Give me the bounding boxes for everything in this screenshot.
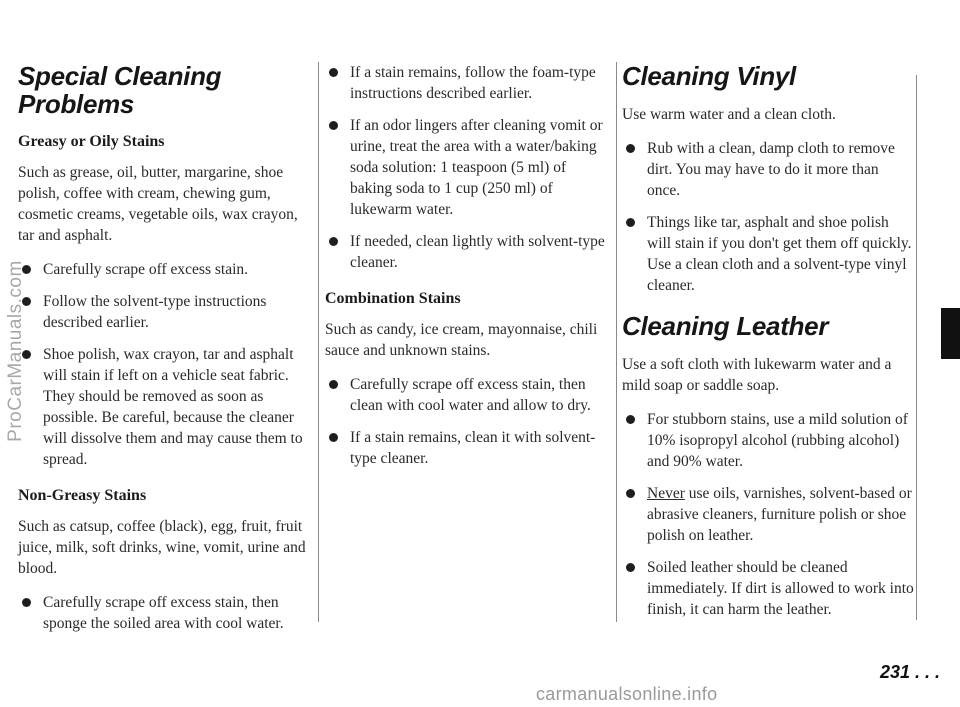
- bullet-icon: [626, 144, 635, 153]
- column-divider: [318, 62, 319, 622]
- section-title-cleaning-vinyl: Cleaning Vinyl: [622, 61, 796, 91]
- heading-combination-stains: Combination Stains: [325, 290, 461, 307]
- list-item: Never use oils, varnishes, solvent-based or abrasive cleaners, furniture polish or shoe polish on leather.: [622, 483, 914, 546]
- watermark-side: ProCarManuals.com: [5, 260, 26, 442]
- column-middle: [325, 62, 610, 485]
- list-item: For stubborn stains, use a mild solution of 10% isopropyl alcohol (rubbing alcohol) and 90% water.: [622, 409, 914, 472]
- bullet-icon: [329, 380, 338, 389]
- list-item: If needed, clean lightly with solvent-type cleaner.: [325, 231, 610, 273]
- bullet-icon: [329, 433, 338, 442]
- list-item: Carefully scrape off excess stain, then clean with cool water and allow to dry.: [325, 374, 610, 416]
- list-item: Carefully scrape off excess stain.: [18, 259, 310, 280]
- greasy-bullet-list: [18, 259, 310, 470]
- section-title-special-cleaning: Special Cleaning Problems: [18, 61, 222, 119]
- list-item: Things like tar, asphalt and shoe polish will stain if you don't get them off quickly. Use a clean cloth and a solvent-type vinyl cleaner.: [622, 212, 914, 296]
- bullet-icon: [329, 121, 338, 130]
- non-greasy-bullet-list: [18, 592, 310, 634]
- list-item: Rub with a clean, damp cloth to remove dirt. You may have to do it more than once.: [622, 138, 914, 201]
- bullet-icon: [22, 598, 31, 607]
- list-item: Follow the solvent-type instructions described earlier.: [18, 291, 310, 333]
- bullet-icon: [329, 68, 338, 77]
- column-divider: [616, 62, 617, 622]
- bullet-icon: [626, 563, 635, 572]
- list-item: If a stain remains, clean it with solvent-type cleaner.: [325, 427, 610, 469]
- continued-bullet-list: [325, 62, 610, 273]
- section-tab-marker: [941, 308, 960, 359]
- section-title-cleaning-leather: Cleaning Leather: [622, 311, 829, 341]
- vinyl-intro: Use warm water and a clean cloth.: [622, 106, 836, 123]
- column-left: [18, 62, 310, 650]
- heading-non-greasy-stains: Non-Greasy Stains: [18, 487, 147, 504]
- list-item: Soiled leather should be cleaned immediately. If dirt is allowed to work into finish, it can harm the leather.: [622, 557, 914, 620]
- combination-bullet-list: [325, 374, 610, 469]
- column-divider: [916, 75, 917, 620]
- bullet-icon: [329, 237, 338, 246]
- page-number: 231 . . .: [879, 662, 940, 682]
- bullet-icon: [626, 415, 635, 424]
- heading-greasy-stains: Greasy or Oily Stains: [18, 133, 165, 150]
- list-item: Carefully scrape off excess stain, then sponge the soiled area with cool water.: [18, 592, 310, 634]
- list-item: If a stain remains, follow the foam-type instructions described earlier.: [325, 62, 610, 104]
- list-item: Shoe polish, wax crayon, tar and asphalt will stain if left on a vehicle seat fabric. They should be removed as soon as possible. Be careful, because the cleaner will dissolve them and may cause them to spread.: [18, 344, 310, 470]
- column-right: [622, 62, 914, 636]
- bullet-icon: [626, 218, 635, 227]
- never-emphasis: Never: [647, 485, 685, 502]
- bullet-icon: [626, 489, 635, 498]
- leather-intro: Use a soft cloth with lukewarm water and a mild soap or saddle soap.: [622, 356, 892, 394]
- non-greasy-intro: Such as catsup, coffee (black), egg, fruit, fruit juice, milk, soft drinks, wine, vomit, urine and blood.: [18, 518, 306, 577]
- combination-intro: Such as candy, ice cream, mayonnaise, chili sauce and unknown stains.: [325, 321, 598, 359]
- leather-bullet-list: [622, 409, 914, 620]
- greasy-intro: Such as grease, oil, butter, margarine, shoe polish, coffee with cream, chewing gum, cosmetic creams, vegetable oils, wax crayon, tar and asphalt.: [18, 164, 298, 244]
- list-item: If an odor lingers after cleaning vomit or urine, treat the area with a water/baking soda solution: 1 teaspoon (5 ml) of baking soda to 1 cup (250 ml) of lukewarm water.: [325, 115, 610, 220]
- vinyl-bullet-list: [622, 138, 914, 296]
- watermark-bottom: carmanualsonline.info: [536, 684, 718, 704]
